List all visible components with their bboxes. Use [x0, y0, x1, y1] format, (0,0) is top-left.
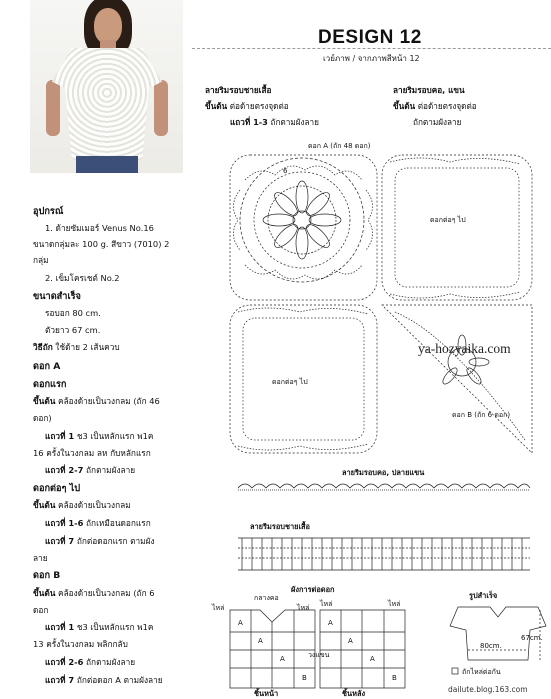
neck-instructions-title: ลายริมรอบคอ, แขน — [393, 85, 465, 95]
motif-b-start-text: คล้องด้ายเป็นวงกลม (ถัก 6 — [58, 588, 155, 598]
size-length: ตัวยาว 67 cm. — [45, 325, 101, 335]
motif-a-flower — [230, 155, 377, 300]
jeans — [76, 156, 138, 173]
watermark: ya-hozyaika.com — [418, 341, 511, 356]
legend-label: ถักไหล่ต่อกัน — [462, 668, 501, 676]
next-motif-row16-text: ถักเหมือนดอกแรก — [86, 518, 151, 528]
front-piece-label: ชิ้นหน้า — [254, 689, 279, 698]
size-chest: รอบอก 80 cm. — [45, 308, 101, 318]
chest-measure: 80cm. — [480, 642, 502, 650]
neck-center-label: กลางคอ — [254, 594, 279, 602]
motif-letter-a: A — [370, 655, 375, 663]
neck-edge-label: ลายริมรอบคอ, ปลายแขน — [342, 468, 425, 477]
motif-b-start — [33, 587, 155, 599]
neck-start-label: ขึ้นต้น — [393, 101, 416, 111]
next-motif-row16-label: แถวที่ 1-6 — [45, 518, 84, 528]
motif-letter-b: B — [392, 674, 397, 682]
next-motif-label-2: ดอกต่อๆ ไป — [272, 378, 308, 386]
motif-next-top-right — [382, 155, 532, 300]
neck-start-text: ต่อด้ายตรงจุดต่อ — [417, 101, 477, 111]
neck-instructions-row: ถักตามผังลาย — [413, 117, 462, 127]
motif-a-row27-label: แถวที่ 2-7 — [45, 465, 84, 475]
motif-a-start-cont: ดอก) — [33, 413, 52, 423]
hem-edge-rows — [238, 538, 530, 570]
hem-start-label: ขึ้นต้น — [205, 101, 228, 111]
hem-instructions-start — [205, 100, 289, 113]
face — [94, 8, 122, 44]
material-yarn-line2: ขนาดกลุ่มละ 100 g. สีขาว (7010) 2 — [33, 239, 170, 249]
header-rule — [192, 48, 551, 49]
motif-letter-b: B — [302, 674, 307, 682]
motif-a-heading: ดอก A — [33, 361, 61, 372]
crochet-diagram — [190, 140, 551, 699]
motif-letter-a: A — [280, 655, 285, 663]
next-motif-start — [33, 499, 131, 511]
motif-a-start — [33, 395, 160, 407]
motif-b-heading: ดอก B — [33, 570, 61, 581]
hem-row-text: ถักตามผังลาย — [270, 117, 319, 127]
next-motif-start-text: คล้องด้ายเป็นวงกลม — [58, 500, 131, 510]
model-photo — [30, 0, 183, 173]
source-credit: dailute.blog.163.com — [448, 685, 528, 694]
motif-a-first-heading: ดอกแรก — [33, 379, 67, 390]
method-label: วิธีถัก — [33, 342, 53, 352]
motif-a-ring-inner — [268, 186, 336, 254]
hem-row-label: แถวที่ 1-3 — [230, 117, 268, 127]
next-motif-row7-text: ถักต่อดอกแรก ตามผัง — [76, 536, 155, 546]
motif-a-center — [293, 211, 311, 229]
hem-start-text: ต่อด้ายตรงจุดต่อ — [229, 101, 289, 111]
neck-edge-row — [238, 484, 530, 490]
crochet-chart-svg — [190, 140, 551, 699]
center-number: 6 — [283, 167, 288, 175]
right-arm — [154, 80, 168, 136]
left-arm — [46, 80, 60, 136]
motif-a-arches — [233, 166, 372, 279]
next-motif-heading: ดอกต่อๆ ไป — [33, 483, 81, 494]
motif-a-row1-text: ช3 เป็นหลักแรก พ1ค — [76, 431, 154, 441]
design-title: DESIGN 12 — [318, 27, 422, 48]
next-motif-row7-cont: ลาย — [33, 553, 48, 563]
motif-a-ring-outer — [240, 158, 364, 282]
finished-label: รูปสำเร็จ — [469, 591, 498, 600]
design-subtitle: เวย์ภาพ / จากภาพสีหน้า 12 — [323, 54, 420, 63]
next-motif-label-1: ดอกต่อๆ ไป — [430, 216, 466, 224]
shoulder-left-back: ไหล่ — [320, 600, 333, 608]
size-heading: ขนาดสำเร็จ — [33, 291, 81, 302]
motif-a-row1-cont: 16 ครั้งในวงกลม ลห กับหลักแรก — [33, 448, 151, 458]
shoulder-right-front: ไหล่ — [297, 604, 310, 612]
next-motif-row16 — [45, 517, 151, 529]
crochet-top — [52, 48, 162, 160]
motif-b-row26-text: ถักตามผังลาย — [86, 657, 136, 667]
motif-b-row7-label: แถวที่ 7 — [45, 675, 75, 685]
motif-a-start-label: ขึ้นต้น — [33, 396, 56, 406]
motif-a-ring-mid — [254, 172, 350, 268]
motif-letter-a: A — [328, 619, 333, 627]
method-text: ใช้ด้าย 2 เส้นควบ — [55, 342, 120, 352]
motif-a-row1-label: แถวที่ 1 — [45, 431, 75, 441]
motif-b-row1-label: แถวที่ 1 — [45, 622, 75, 632]
motif-b-row1-text: ช3 เป็นหลักแรก พ1ค — [76, 622, 154, 632]
length-measure: 67cm. — [521, 634, 543, 642]
material-yarn-line3: กลุ่ม — [33, 255, 49, 265]
motif-b-row7 — [45, 674, 163, 686]
motif-letter-a: A — [348, 637, 353, 645]
motif-b-start-cont: ดอก — [33, 605, 49, 615]
motif-b-row7-text: ถักต่อดอก A ตามผังลาย — [76, 675, 163, 685]
method-line — [33, 341, 120, 353]
legend-swatch — [452, 668, 458, 674]
join-layout-label: ผังการต่อดอก — [291, 585, 335, 594]
motif-b-row1 — [45, 621, 153, 633]
shoulder-right-back: ไหล่ — [388, 600, 401, 608]
motif-b-start-label: ขึ้นต้น — [33, 588, 56, 598]
motif-a-label: ดอก A (ถัก 48 ดอก) — [308, 142, 371, 150]
shoulder-left-front: ไหล่ — [212, 604, 225, 612]
motif-b-row26 — [45, 656, 135, 668]
hem-instructions-title: ลายริมรอบชายเสื้อ — [205, 85, 272, 95]
motif-a-start-text: คล้องด้ายเป็นวงกลม (ถัก 46 — [58, 396, 160, 406]
motif-b-triangle — [382, 305, 532, 453]
motif-a-row27-text: ถักตามผังลาย — [86, 465, 136, 475]
sleeve-opening-label: วงแขน — [308, 651, 330, 659]
motif-b-label: ดอก B (ถัก 6 ดอก) — [452, 411, 511, 419]
next-motif-row7 — [45, 535, 155, 547]
motif-a-row27 — [45, 464, 135, 476]
motif-b-row1-cont: 13 ครั้งในวงกลม พลิกกลับ — [33, 639, 128, 649]
materials-heading: อุปกรณ์ — [33, 206, 64, 217]
motif-letter-a: A — [238, 619, 243, 627]
next-motif-start-label: ขึ้นต้น — [33, 500, 56, 510]
hem-edge-label: ลายริมรอบชายเสื้อ — [250, 522, 310, 531]
back-piece-label: ชิ้นหลัง — [342, 689, 366, 698]
material-hook: 2. เข็มโครเชต์ No.2 — [45, 273, 120, 283]
material-yarn-line1: 1. ด้ายซัมเมอร์ Venus No.16 — [45, 223, 154, 233]
neck-instructions-start — [393, 100, 477, 113]
motif-a-petals — [263, 181, 341, 259]
next-motif-row7-label: แถวที่ 7 — [45, 536, 75, 546]
motif-a-row1 — [45, 430, 153, 442]
motif-letter-a: A — [258, 637, 263, 645]
hem-instructions-row — [230, 116, 319, 129]
motif-b-row26-label: แถวที่ 2-6 — [45, 657, 84, 667]
